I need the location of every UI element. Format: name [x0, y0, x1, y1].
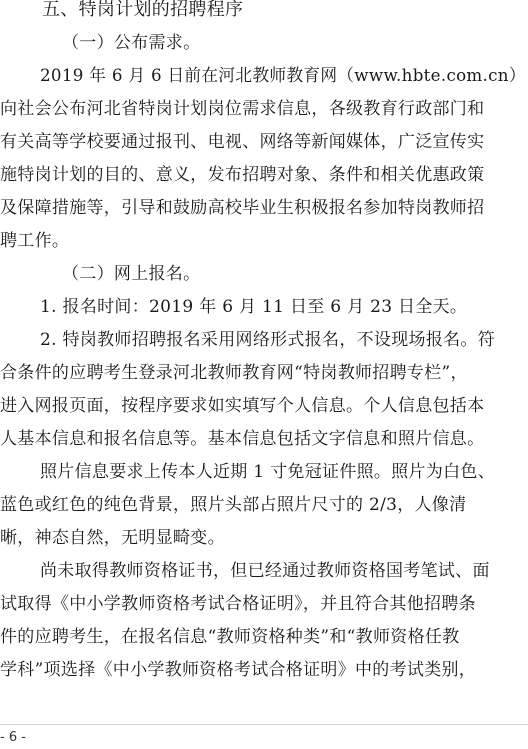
paragraph-line: 向社会公布河北省特岗计划岗位需求信息，各级教育行政部门和 — [0, 99, 485, 119]
paragraph-line: 学科”项选择《中小学教师资格考试合格证明》中的考试类别， — [0, 660, 477, 680]
subheading-online-registration: （二）网上报名。 — [62, 264, 201, 284]
paragraph-line: 蓝色或红色的纯色背景，照片头部占照片尺寸的 2/3，人像清 — [0, 495, 467, 515]
paragraph-line: 聘工作。 — [0, 231, 70, 251]
paragraph-line: 晰，神态自然，无明显畸变。 — [0, 528, 225, 548]
paragraph-line: 有关高等学校要通过报刊、电视、网络等新闻媒体，广泛宣传实 — [0, 132, 485, 152]
paragraph-line: 施特岗计划的目的、意义，发布招聘对象、条件和相关优惠政策 — [0, 165, 485, 185]
registration-time: 1. 报名时间：2019 年 6 月 11 日至 6 月 23 日全天。 — [40, 297, 468, 317]
paragraph-line: 合条件的应聘考生登录河北教师教育网“特岗教师招聘专栏”， — [0, 363, 468, 383]
paragraph-line: 人基本信息和报名信息等。基本信息包括文字信息和照片信息。 — [0, 429, 485, 449]
paragraph-line: 及保障措施等，引导和鼓励高校毕业生积极报名参加特岗教师招 — [0, 198, 485, 218]
footer-divider — [0, 724, 528, 725]
paragraph-line: 2. 特岗教师招聘报名采用网络形式报名，不设现场报名。符 — [40, 330, 496, 350]
paragraph-line: 试取得《中小学教师资格考试合格证明》，并且符合其他招聘条 — [0, 594, 476, 614]
paragraph-line: 进入网报页面，按程序要求如实填写个人信息。个人信息包括本 — [0, 396, 485, 416]
paragraph-line: 照片信息要求上传本人近期 1 寸免冠证件照。照片为白色、 — [40, 462, 496, 482]
subheading-publish-demand: （一）公布需求。 — [62, 33, 201, 53]
paragraph-line: 件的应聘考生，在报名信息“教师资格种类”和“教师资格任教 — [0, 627, 460, 647]
paragraph-line: 2019 年 6 月 6 日前在河北教师教育网（www.hbte.com.cn） — [40, 66, 526, 86]
page-number: - 6 - — [0, 730, 26, 745]
paragraph-line: 尚未取得教师资格证书，但已经通过教师资格国考笔试、面 — [40, 561, 490, 581]
section-heading: 五、特岗计划的招聘程序 — [42, 0, 244, 20]
